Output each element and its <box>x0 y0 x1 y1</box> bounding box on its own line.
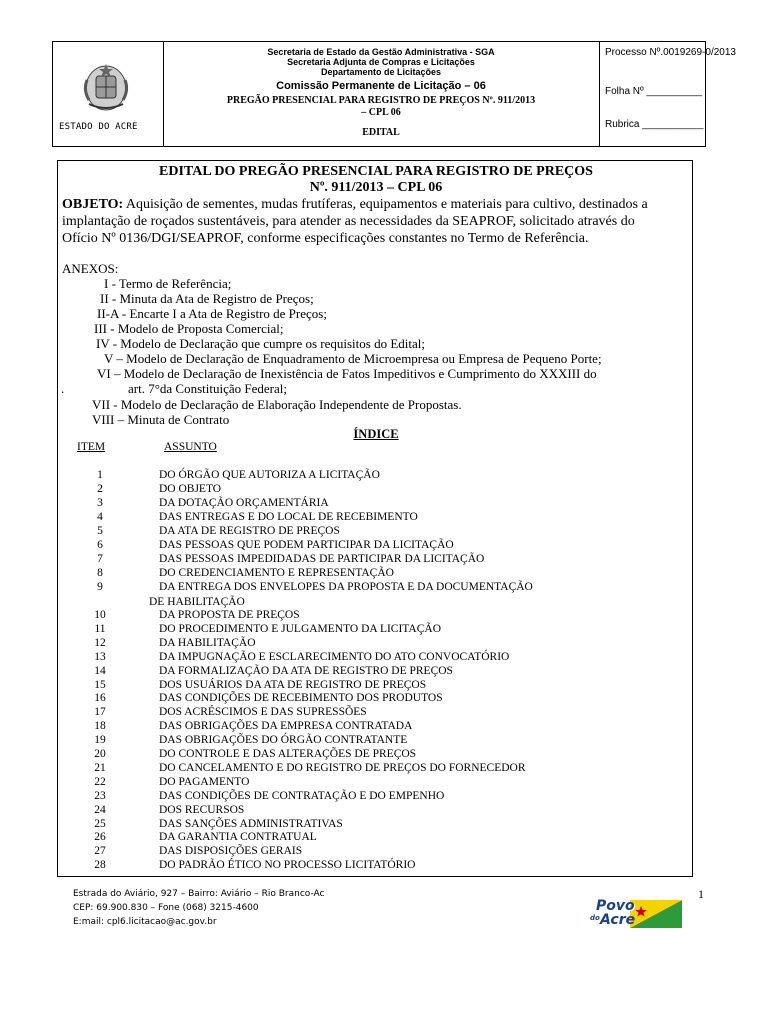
index-item-title: DO PADRÃO ÉTICO NO PROCESSO LICITATÓRIO <box>159 859 416 872</box>
index-item-title: DAS PESSOAS IMPEDIDADAS DE PARTICIPAR DA LICITAÇÃO <box>159 553 485 565</box>
anexo-vi: VI – Modelo de Declaração de Inexistência de Fatos Impeditivos e Cumprimento do XXXIII do <box>97 366 597 381</box>
folha-field: Folha Nº __________ <box>605 86 703 97</box>
header-center-cell <box>163 42 600 146</box>
index-item-number: 15 <box>94 678 106 691</box>
index-item-title: DO PAGAMENTO <box>159 775 250 788</box>
commission-title: Comissão Permanente de Licitação – 06 <box>276 80 486 92</box>
anexo-vi-cont: art. 7°da Constituição Federal; <box>128 381 287 396</box>
index-item-title: DA ATA DE REGISTRO DE PREÇOS <box>159 525 340 537</box>
objeto-text-1: Aquisição de sementes, mudas frutíferas, equipamentos e materiais para cultivo, destinados a <box>123 197 648 212</box>
header-right-cell <box>600 42 736 146</box>
index-item-number: 18 <box>94 720 106 733</box>
anexo-vii: VII - Modelo de Declaração de Elaboração Independente de Propostas. <box>92 397 462 412</box>
index-item-title: DA ENTREGA DOS ENVELOPES DA PROPOSTA E DA DOCUMENTAÇÃO <box>159 581 533 593</box>
index-item-title: DA DOTAÇÃO ORÇAMENTÁRIA <box>159 497 329 509</box>
anexos-label: ANEXOS: <box>62 261 119 276</box>
index-item-title: DO PROCEDIMENTO E JULGAMENTO DA LICITAÇÃO <box>159 622 441 635</box>
index-item-number: 3 <box>97 497 103 509</box>
index-item-number: 23 <box>94 789 106 802</box>
header-line-2: Secretaria Adjunta de Compras e Licitações <box>287 57 475 67</box>
anexo-i: I - Termo de Referência; <box>104 276 232 291</box>
edital-label: EDITAL <box>362 127 400 138</box>
index-item-title: DA HABILITAÇÃO <box>159 636 256 649</box>
index-item-number: 28 <box>94 859 106 872</box>
index-item-number: 13 <box>94 650 106 663</box>
anexo-iii: III - Modelo de Proposta Comercial; <box>94 321 284 336</box>
index-item-title: DO OBJETO <box>159 483 222 495</box>
index-item-title: DAS DISPOSIÇÕES GERAIS <box>159 845 303 858</box>
index-item-number: 8 <box>97 567 103 579</box>
header-line-1: Secretaria de Estado da Gestão Administrativa - SGA <box>267 47 495 57</box>
index-item-number: 1 <box>97 469 103 481</box>
anexo-v: V – Modelo de Declaração de Enquadramento de Microempresa ou Empresa de Pequeno Porte; <box>104 351 602 366</box>
index-item-number: 26 <box>94 831 106 844</box>
index-item-title: DAS SANÇÕES ADMINISTRATIVAS <box>159 817 343 830</box>
index-item-number: 11 <box>94 622 106 635</box>
index-item-number: 20 <box>94 748 106 760</box>
index-item-title: DO CANCELAMENTO E DO REGISTRO DE PREÇOS DO FORNECEDOR <box>159 761 526 774</box>
pregao-title-line2: – CPL 06 <box>361 107 401 118</box>
objeto-text-2: implantação de roçados sustentáveis, para atender as necessidades da SEAPROF, solicitado através do <box>62 214 635 229</box>
logo-text-acre: Acre <box>600 912 636 928</box>
index-item-number: 2 <box>97 483 103 495</box>
index-item-number: 7 <box>97 553 103 565</box>
anexo-viii: VIII – Minuta de Contrato <box>92 412 230 427</box>
stray-dot: . <box>61 381 65 396</box>
index-item-title: DAS OBRIGAÇÕES DA EMPRESA CONTRATADA <box>159 720 413 733</box>
index-item-title: DAS CONDIÇÕES DE CONTRATAÇÃO E DO EMPENHO <box>159 789 445 802</box>
col-item-header: ITEM <box>77 441 106 453</box>
acre-flag-icon <box>630 900 682 928</box>
header-logo-cell <box>53 42 164 146</box>
index-item-title: DAS ENTREGAS E DO LOCAL DE RECEBIMENTO <box>159 511 418 523</box>
anexo-iv: IV - Modelo de Declaração que cumpre os requisitos do Edital; <box>96 336 425 351</box>
index-item-number: 24 <box>94 803 106 816</box>
index-item-number: 12 <box>94 636 106 649</box>
logo-text-do: do <box>590 914 600 922</box>
state-label: ESTADO DO ACRE <box>59 122 138 132</box>
index-item-title: DOS RECURSOS <box>159 803 245 816</box>
edital-content-box <box>57 160 693 877</box>
index-item-title: DAS CONDIÇÕES DE RECEBIMENTO DOS PRODUTOS <box>159 692 443 705</box>
index-item-title: DA IMPUGNAÇÃO E ESCLARECIMENTO DO ATO CONVOCATÓRIO <box>159 650 510 663</box>
index-item-number: 21 <box>94 761 106 774</box>
header-line-3: Departamento de Licitações <box>320 67 442 77</box>
index-item-number: 16 <box>94 692 106 705</box>
footer-address: Estrada do Aviário, 927 – Bairro: Aviário – Rio Branco-Ac <box>73 889 325 899</box>
index-item-number: 4 <box>97 511 103 523</box>
processo-number: Processo Nº.0019269-0/2013 <box>605 47 736 58</box>
objeto-text-3: Ofício Nº 0136/DGI/SEAPROF, conforme especificações constantes no Termo de Referência. <box>62 231 589 246</box>
index-item-number: 5 <box>97 525 103 537</box>
index-item-number: 9 <box>97 581 103 593</box>
index-item-9-cont: DE HABILITAÇÃO <box>149 596 245 608</box>
objeto-label: OBJETO: <box>62 197 124 212</box>
logo-text-povo: Povo <box>596 898 635 914</box>
index-item-number: 14 <box>94 664 106 677</box>
index-item-number: 6 <box>97 539 103 551</box>
objeto-paragraph-line1 <box>62 196 692 213</box>
anexo-ii: II - Minuta da Ata de Registro de Preços; <box>100 291 314 306</box>
index-item-title: DA GARANTIA CONTRATUAL <box>159 831 317 844</box>
index-item-number: 17 <box>94 706 106 719</box>
index-item-title: DA FORMALIZAÇÃO DA ATA DE REGISTRO DE PREÇOS <box>159 664 453 677</box>
document-header <box>52 41 736 147</box>
pregao-title-line1: PREGÃO PRESENCIAL PARA REGISTRO DE PREÇOS Nº. 911/2013 <box>226 95 536 106</box>
index-item-number: 25 <box>94 817 106 830</box>
index-item-number: 22 <box>94 775 106 788</box>
index-item-title: DO ÓRGÃO QUE AUTORIZA A LICITAÇÃO <box>159 469 380 481</box>
col-assunto-header: ASSUNTO <box>164 441 217 453</box>
edital-title-line1: EDITAL DO PREGÃO PRESENCIAL PARA REGISTRO DE PREÇOS <box>159 164 593 179</box>
index-item-title: DO CREDENCIAMENTO E REPRESENTAÇÃO <box>159 567 394 579</box>
indice-title: ÍNDICE <box>353 427 399 441</box>
anexo-ii-a: II-A - Encarte I a Ata de Registro de Preços; <box>97 306 327 321</box>
footer-cep: CEP: 69.900.830 – Fone (068) 3215-4600 <box>73 903 259 913</box>
index-item-title: DO CONTROLE E DAS ALTERAÇÕES DE PREÇOS <box>159 748 417 760</box>
index-item-number: 27 <box>94 845 106 858</box>
index-item-number: 19 <box>94 734 106 747</box>
index-item-title: DAS PESSOAS QUE PODEM PARTICIPAR DA LICITAÇÃO <box>159 539 454 551</box>
footer-email: E:mail: cpl6.licitacao@ac.gov.br <box>73 917 217 927</box>
acre-coat-of-arms-icon <box>81 60 131 116</box>
index-item-title: DA PROPOSTA DE PREÇOS <box>159 609 300 621</box>
index-item-title: DOS ACRÉSCIMOS E DAS SUPRESSÕES <box>159 706 367 719</box>
page-number: 1 <box>698 887 704 901</box>
rubrica-field: Rubrica ___________ <box>605 119 704 130</box>
index-item-title: DAS OBRIGAÇÕES DO ÓRGÃO CONTRATANTE <box>159 734 408 747</box>
index-item-title: DOS USUÁRIOS DA ATA DE REGISTRO DE PREÇOS <box>159 678 427 691</box>
povo-do-acre-logo <box>590 898 682 932</box>
edital-title-line2: Nº. 911/2013 – CPL 06 <box>309 180 443 195</box>
index-item-number: 10 <box>94 609 106 621</box>
